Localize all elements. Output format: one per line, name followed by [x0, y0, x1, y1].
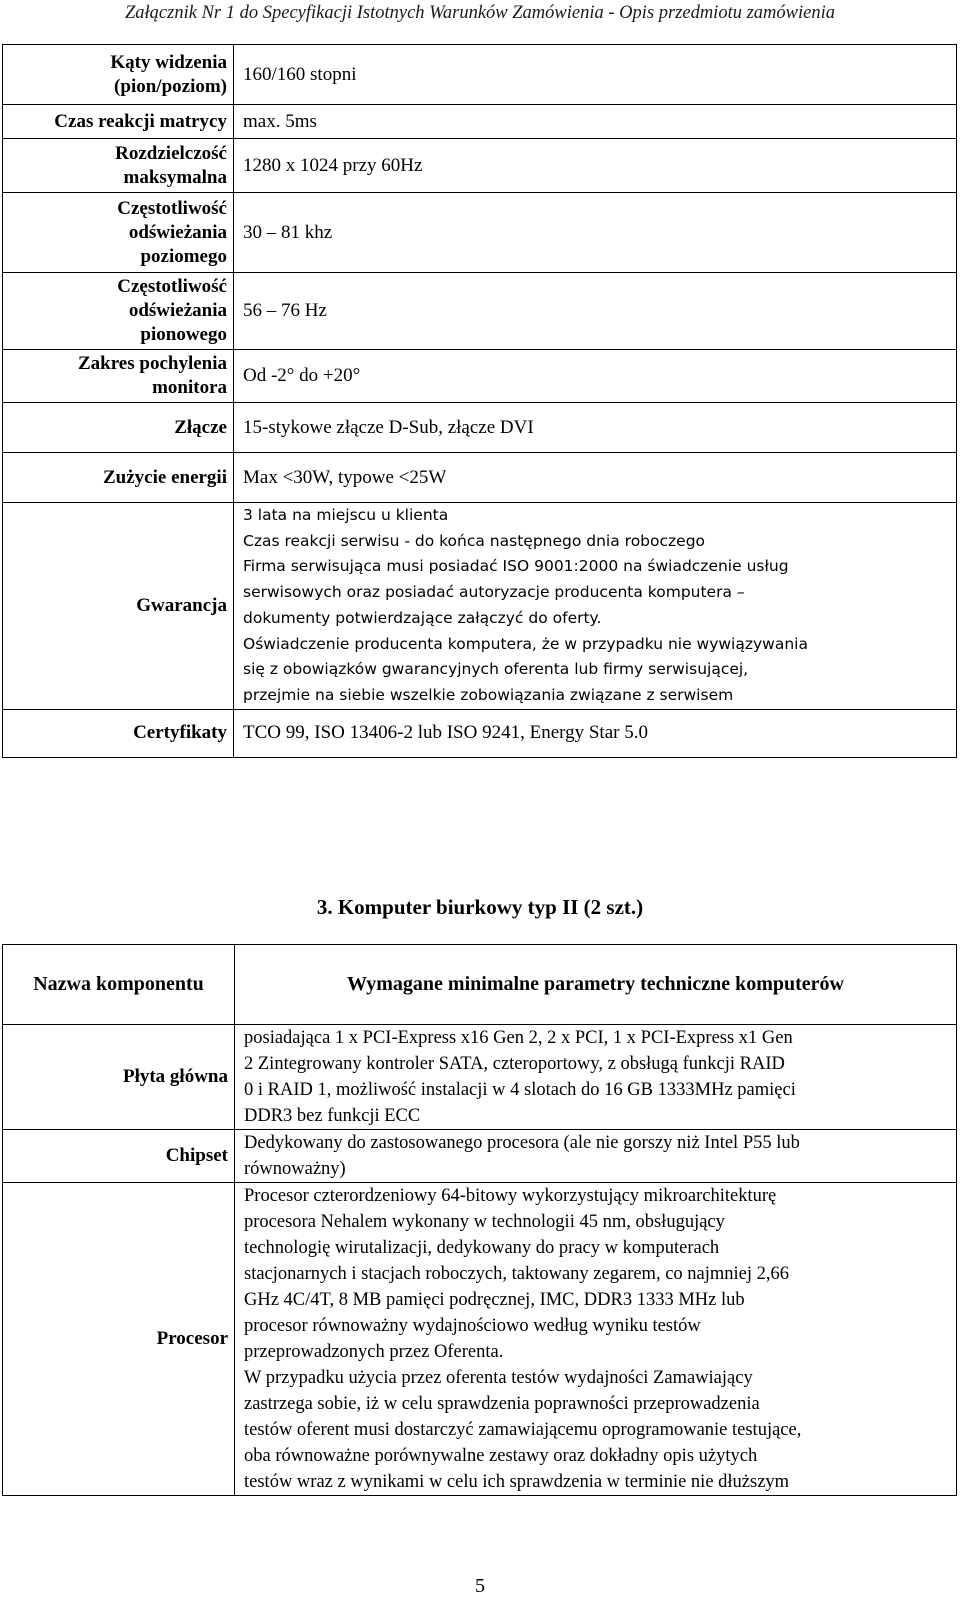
row-value-line: 15-stykowe złącze D-Sub, złącze DVI: [243, 416, 534, 438]
row-label: [3, 45, 234, 105]
row-label-line: Częstotliwość: [117, 197, 227, 219]
parameter-line: posiadająca 1 x PCI-Express x16 Gen 2, 2 x PCI, 1 x PCI-Express x1 Gen: [244, 1028, 793, 1048]
row-label-line: Certyfikaty: [133, 722, 227, 744]
component-name: Płyta główna: [3, 1025, 235, 1130]
row-value-line: 56 – 76 Hz: [243, 300, 327, 321]
table-row: [3, 139, 957, 193]
component-name: Procesor: [3, 1183, 235, 1496]
component-parameters: [235, 1183, 957, 1496]
table-row: [3, 1130, 957, 1183]
table-row: [3, 453, 957, 503]
row-value-line: Firma serwisująca musi posiadać ISO 9001:2000 na świadczenie usług: [243, 557, 789, 576]
row-value: [234, 503, 957, 710]
row-label-line: maksymalna: [123, 166, 227, 188]
row-label: [3, 193, 234, 273]
row-value-line: się z obowiązków gwarancyjnych oferenta lub firmy serwisującej,: [243, 660, 749, 679]
page-header: Załącznik Nr 1 do Specyfikacji Istotnych Warunków Zamówienia - Opis przedmiotu zamówienia: [125, 3, 835, 23]
row-label-line: odświeżania: [128, 221, 227, 243]
parameter-line: zastrzega sobie, iż w celu sprawdzenia poprawności przeprowadzenia: [244, 1394, 760, 1414]
column-header-parameters: Wymagane minimalne parametry techniczne komputerów: [235, 945, 957, 1025]
row-value: [234, 453, 957, 503]
row-label: [3, 105, 234, 139]
parameter-line: procesor równoważny wydajnościowo według wyniku testów: [244, 1316, 701, 1336]
parameter-line: równoważny): [244, 1159, 346, 1179]
component-parameters: [235, 1025, 957, 1130]
table-row: [3, 105, 957, 139]
row-value: [234, 403, 957, 453]
row-label: [3, 273, 234, 350]
column-header-component: Nazwa komponentu: [3, 945, 235, 1025]
computer-spec-table: [2, 944, 957, 1496]
parameter-line: oba równoważne porównywalne zestawy oraz dokładny opis użytych: [244, 1446, 758, 1466]
parameter-line: DDR3 bez funkcji ECC: [244, 1106, 421, 1126]
row-value-line: 3 lata na miejscu u klienta: [243, 506, 449, 524]
parameter-line: 0 i RAID 1, możliwość instalacji w 4 slotach do 16 GB 1333MHz pamięci: [244, 1080, 796, 1100]
row-value-line: TCO 99, ISO 13406-2 lub ISO 9241, Energy Star 5.0: [243, 722, 648, 744]
table-header-row: [3, 945, 957, 1025]
row-label-line: poziomego: [140, 245, 227, 267]
row-label: [3, 503, 234, 710]
parameter-line: technologię wirutalizacji, dedykowany do pracy w komputerach: [244, 1238, 720, 1258]
row-value: [234, 45, 957, 105]
table-row: [3, 350, 957, 403]
row-value: [234, 139, 957, 193]
component-parameters: [235, 1130, 957, 1183]
row-label: [3, 453, 234, 503]
row-label: [3, 709, 234, 757]
row-value-line: Czas reakcji serwisu - do końca następnego dnia roboczego: [243, 531, 706, 550]
parameter-line: GHz 4C/4T, 8 MB pamięci podręcznej, IMC, DDR3 1333 MHz lub: [244, 1290, 745, 1310]
parameter-line: testów oferent musi dostarczyć zamawiającemu oprogramowanie testujące,: [244, 1420, 802, 1440]
row-value-line: 160/160 stopni: [243, 63, 357, 85]
row-label-line: monitora: [152, 377, 227, 398]
row-label: [3, 350, 234, 403]
table-row: [3, 45, 957, 105]
row-value-line: 1280 x 1024 przy 60Hz: [243, 154, 423, 176]
parameter-line: W przypadku użycia przez oferenta testów wydajności Zamawiający: [244, 1368, 753, 1388]
row-label-line: Kąty widzenia: [110, 51, 227, 73]
row-value-line: serwisowych oraz posiadać autoryzacje producenta komputera –: [243, 583, 745, 602]
row-label-line: odświeżania: [128, 300, 227, 321]
parameter-line: Procesor czterordzeniowy 64-bitowy wykorzystujący mikroarchitekturę: [244, 1186, 777, 1206]
row-label-line: Złącze: [174, 416, 227, 438]
row-value-line: Oświadczenie producenta komputera, że w przypadku nie wywiązywania: [243, 634, 808, 653]
row-label-line: Częstotliwość: [117, 276, 227, 297]
page-number: 5: [475, 1575, 485, 1597]
parameter-line: testów wraz z wynikami w celu ich sprawdzenia w terminie nie dłuższym: [244, 1472, 790, 1492]
row-label-line: Zakres pochylenia: [77, 353, 227, 374]
row-label: [3, 139, 234, 193]
section-title: 3. Komputer biurkowy typ II (2 szt.): [316, 895, 644, 919]
row-value-line: max. 5ms: [243, 110, 317, 132]
row-value: [234, 709, 957, 757]
row-label-line: Rozdzielczość: [115, 142, 227, 164]
row-value-line: Od -2° do +20°: [243, 365, 361, 386]
row-value: [234, 193, 957, 273]
row-value-line: Max <30W, typowe <25W: [243, 466, 447, 488]
row-value: [234, 273, 957, 350]
row-label-line: Czas reakcji matrycy: [54, 110, 227, 132]
row-value-line: dokumenty potwierdzające załączyć do oferty.: [243, 608, 602, 627]
table-row: [3, 1025, 957, 1130]
parameter-line: Dedykowany do zastosowanego procesora (ale nie gorszy niż Intel P55 lub: [244, 1133, 800, 1153]
row-label-line: Gwarancja: [136, 594, 227, 616]
row-label-line: pionowego: [140, 324, 227, 345]
table-row: [3, 503, 957, 710]
row-label-line: (pion/poziom): [114, 75, 227, 97]
table-row: [3, 1183, 957, 1496]
row-value-line: przejmie na siebie wszelkie zobowiązania związane z serwisem: [243, 685, 734, 704]
parameter-line: 2 Zintegrowany kontroler SATA, czteroportowy, z obsługą funkcji RAID: [244, 1054, 785, 1074]
row-value: [234, 350, 957, 403]
table-row: [3, 193, 957, 273]
row-label-line: Zużycie energii: [103, 466, 227, 488]
component-name: Chipset: [3, 1130, 235, 1183]
table-row: [3, 403, 957, 453]
monitor-spec-table: [2, 44, 957, 758]
row-label: [3, 403, 234, 453]
table-row: [3, 273, 957, 350]
row-value-line: 30 – 81 khz: [243, 221, 333, 243]
parameter-line: stacjonarnych i stacjach roboczych, taktowany zegarem, co najmniej 2,66: [244, 1264, 790, 1284]
parameter-line: przeprowadzonych przez Oferenta.: [244, 1342, 504, 1362]
table-row: [3, 709, 957, 757]
parameter-line: procesora Nehalem wykonany w technologii 45 nm, obsługujący: [244, 1212, 725, 1232]
row-value: [234, 105, 957, 139]
